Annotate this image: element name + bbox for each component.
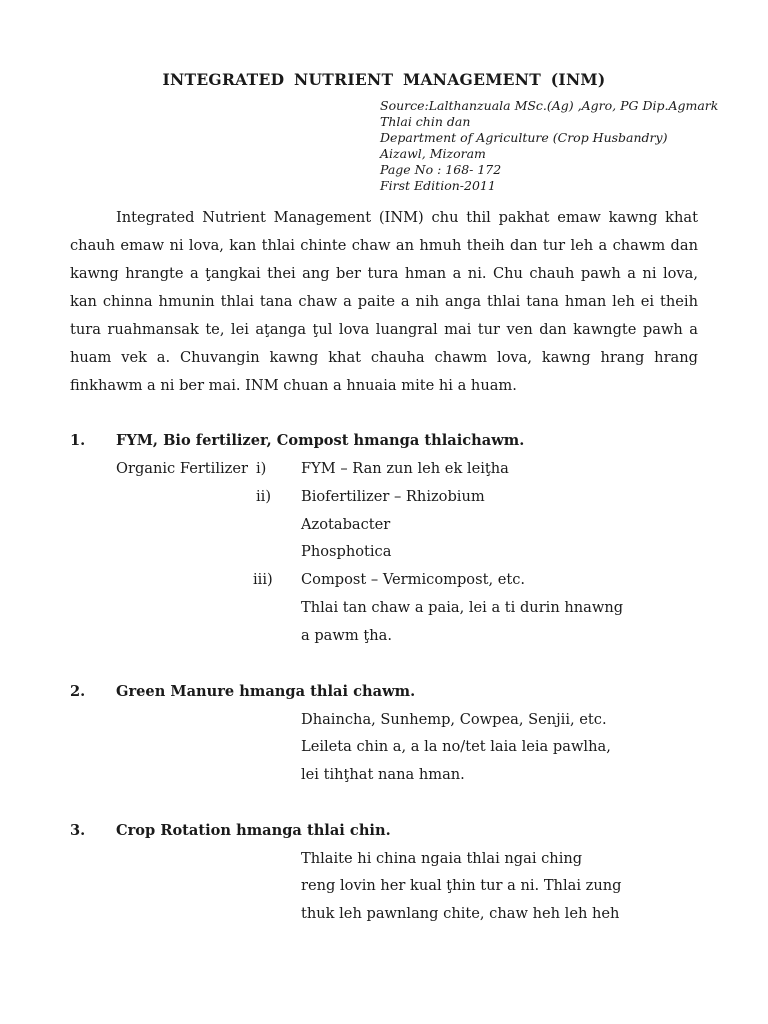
source-line: First Edition-2011 bbox=[380, 178, 496, 193]
list-item: a pawm ţha. bbox=[301, 627, 392, 644]
list-roman: i) bbox=[256, 460, 267, 477]
source-line: Source:Lalthanzuala MSc.(Ag) ,Agro, PG Dip.Agmark bbox=[380, 98, 719, 113]
list-item: thuk leh pawnlang chite, chaw heh leh heh bbox=[301, 905, 620, 922]
list-item: Leileta chin a, a la no/tet laia leia pawlha, bbox=[301, 738, 611, 755]
section-number: 2. bbox=[70, 683, 86, 700]
list-item: Dhaincha, Sunhemp, Cowpea, Senjii, etc. bbox=[301, 711, 607, 728]
list-item: FYM – Ran zun leh ek leiţha bbox=[301, 460, 509, 477]
intro-paragraph bbox=[70, 204, 698, 400]
section-heading: Green Manure hmanga thlai chawm. bbox=[116, 683, 416, 700]
list-item: Compost – Vermicompost, etc. bbox=[301, 571, 526, 588]
list-item: Azotabacter bbox=[301, 516, 391, 533]
list-item: Phosphotica bbox=[301, 543, 392, 560]
source-line: Page No : 168- 172 bbox=[380, 162, 502, 177]
list-roman: ii) bbox=[256, 488, 272, 505]
source-line: Thlai chin dan bbox=[380, 114, 471, 129]
organic-fertilizer-label: Organic Fertilizer bbox=[116, 460, 248, 477]
section-number: 3. bbox=[70, 822, 86, 839]
section-heading: Crop Rotation hmanga thlai chin. bbox=[116, 822, 391, 839]
list-item: Thlai tan chaw a paia, lei a ti durin hnawng bbox=[301, 599, 624, 616]
source-line: Department of Agriculture (Crop Husbandry) bbox=[380, 130, 668, 145]
section-number: 1. bbox=[70, 432, 86, 449]
intro-text: Integrated Nutrient Management (INM) chu thil pakhat emaw kawng khat chauh emaw ni lova, kan thlai chinte chaw an hmuh theih dan tur leh a chawm dan kawng hrangte a ţangkai thei ang ber tura hman a ni. Chu chauh pawh a ni lova, kan chinna hmunin thlai tana chaw a paite a nih anga thlai tana hman leh ei theih tura ruahmansak te, lei aţanga ţul lova luangral mai tur ven dan kawngte pawh a huam vek a. Chuvangin kawng khat chauha chawm lova, kawng hrang hrang finkhawm a ni ber mai. INM chuan a hnuaia mite hi a huam. bbox=[70, 209, 698, 394]
list-item: lei tihţhat nana hman. bbox=[301, 766, 465, 783]
section-heading: FYM, Bio fertilizer, Compost hmanga thlaichawm. bbox=[116, 432, 525, 449]
list-item: reng lovin her kual ţhin tur a ni. Thlai zung bbox=[301, 877, 622, 894]
document-title: INTEGRATED NUTRIENT MANAGEMENT (INM) bbox=[162, 70, 606, 89]
list-roman: iii) bbox=[253, 571, 273, 588]
list-item: Biofertilizer – Rhizobium bbox=[301, 488, 485, 505]
source-citation bbox=[380, 98, 718, 194]
list-item: Thlaite hi china ngaia thlai ngai ching bbox=[301, 850, 583, 867]
source-line: Aizawl, Mizoram bbox=[380, 146, 486, 161]
